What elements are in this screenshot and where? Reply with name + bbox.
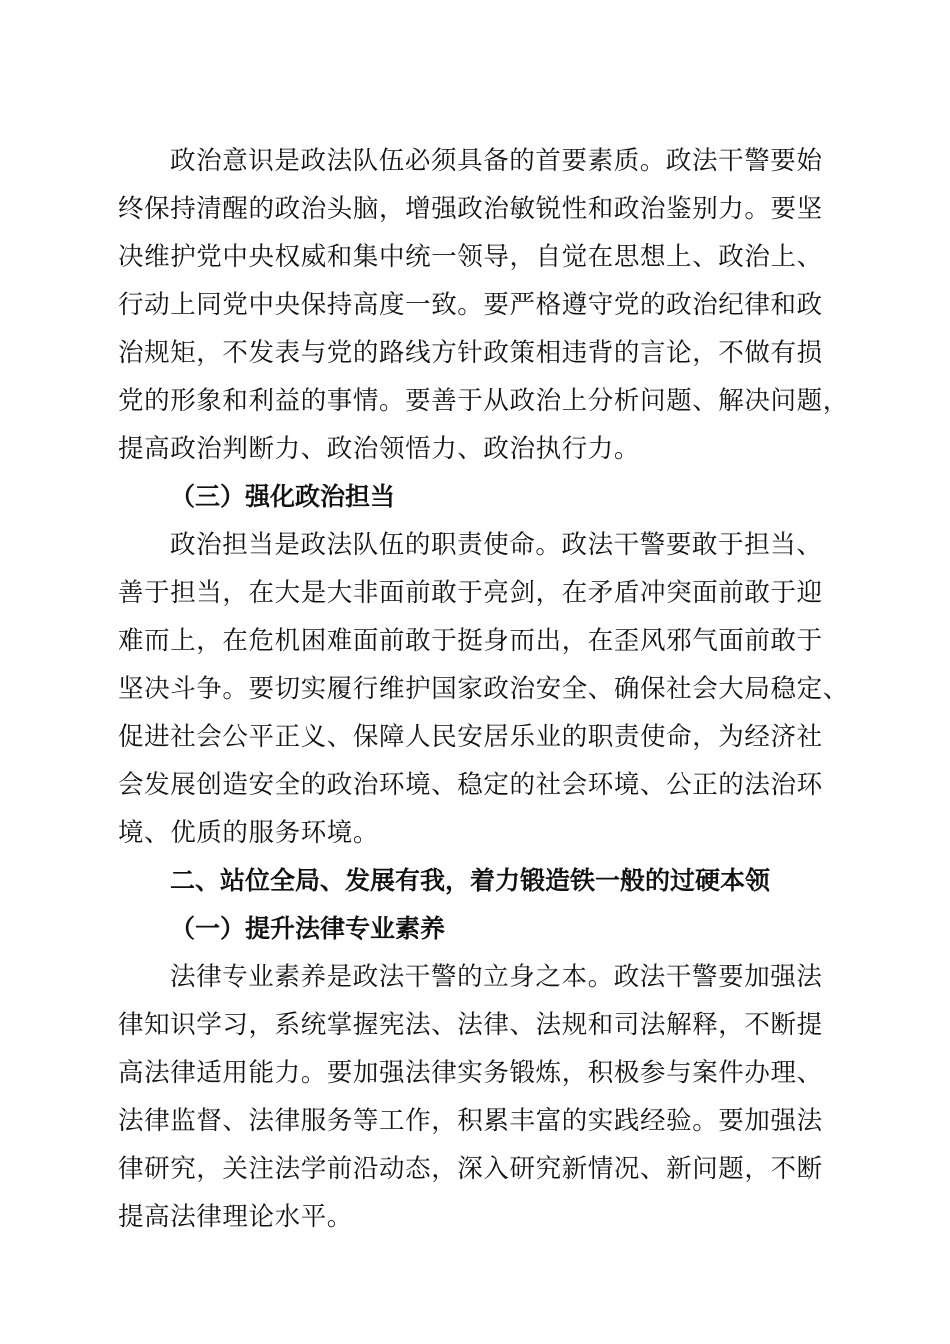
paragraph-line: 治规矩，不发表与党的路线方针政策相违背的言论，不做有损 xyxy=(118,338,823,368)
paragraph-line: 提高政治判断力、政治领悟力、政治执行力。 xyxy=(118,434,641,464)
paragraph-line: 法律监督、法律服务等工作，积累丰富的实践经验。要加强法 xyxy=(118,1106,823,1136)
paragraph-line: 高法律适用能力。要加强法律实务锻炼，积极参与案件办理、 xyxy=(118,1058,823,1088)
paragraph-line: 境、优质的服务环境。 xyxy=(118,818,380,848)
paragraph-line: 党的形象和利益的事情。要善于从政治上分析问题、解决问题， xyxy=(118,386,849,416)
paragraph-line: 律研究，关注法学前沿动态，深入研究新情况、新问题，不断 xyxy=(118,1154,823,1184)
subsection-title: （一）提升法律专业素养 xyxy=(170,914,446,943)
paragraph-line: 律知识学习，系统掌握宪法、法律、法规和司法解释，不断提 xyxy=(118,1010,823,1040)
paragraph-line: 法律专业素养是政法干警的立身之本。政法干警要加强法 xyxy=(170,962,823,992)
paragraph-line: 促进社会公平正义、保障人民安居乐业的职责使命，为经济社 xyxy=(118,722,823,752)
section-title: 二、站位全局、发展有我，着力锻造铁一般的过硬本领 xyxy=(170,866,771,895)
paragraph-line: 坚决斗争。要切实履行维护国家政治安全、确保社会大局稳定、 xyxy=(118,674,849,704)
paragraph-line: 提高法律理论水平。 xyxy=(118,1202,353,1232)
paragraph-line: 政治担当是政法队伍的职责使命。政法干警要敢于担当、 xyxy=(170,530,823,560)
paragraph-line: 善于担当，在大是大非面前敢于亮剑，在矛盾冲突面前敢于迎 xyxy=(118,578,823,608)
paragraph-line: 行动上同党中央保持高度一致。要严格遵守党的政治纪律和政 xyxy=(118,290,823,320)
paragraph-line: 决维护党中央权威和集中统一领导，自觉在思想上、政治上、 xyxy=(118,242,823,272)
subsection-title: （三）强化政治担当 xyxy=(170,482,396,511)
paragraph-line: 难而上，在危机困难面前敢于挺身而出，在歪风邪气面前敢于 xyxy=(118,626,823,656)
paragraph-line: 会发展创造安全的政治环境、稳定的社会环境、公正的法治环 xyxy=(118,770,823,800)
paragraph-line: 政治意识是政法队伍必须具备的首要素质。政法干警要始 xyxy=(170,146,823,176)
paragraph-line: 终保持清醒的政治头脑，增强政治敏锐性和政治鉴别力。要坚 xyxy=(118,194,823,224)
